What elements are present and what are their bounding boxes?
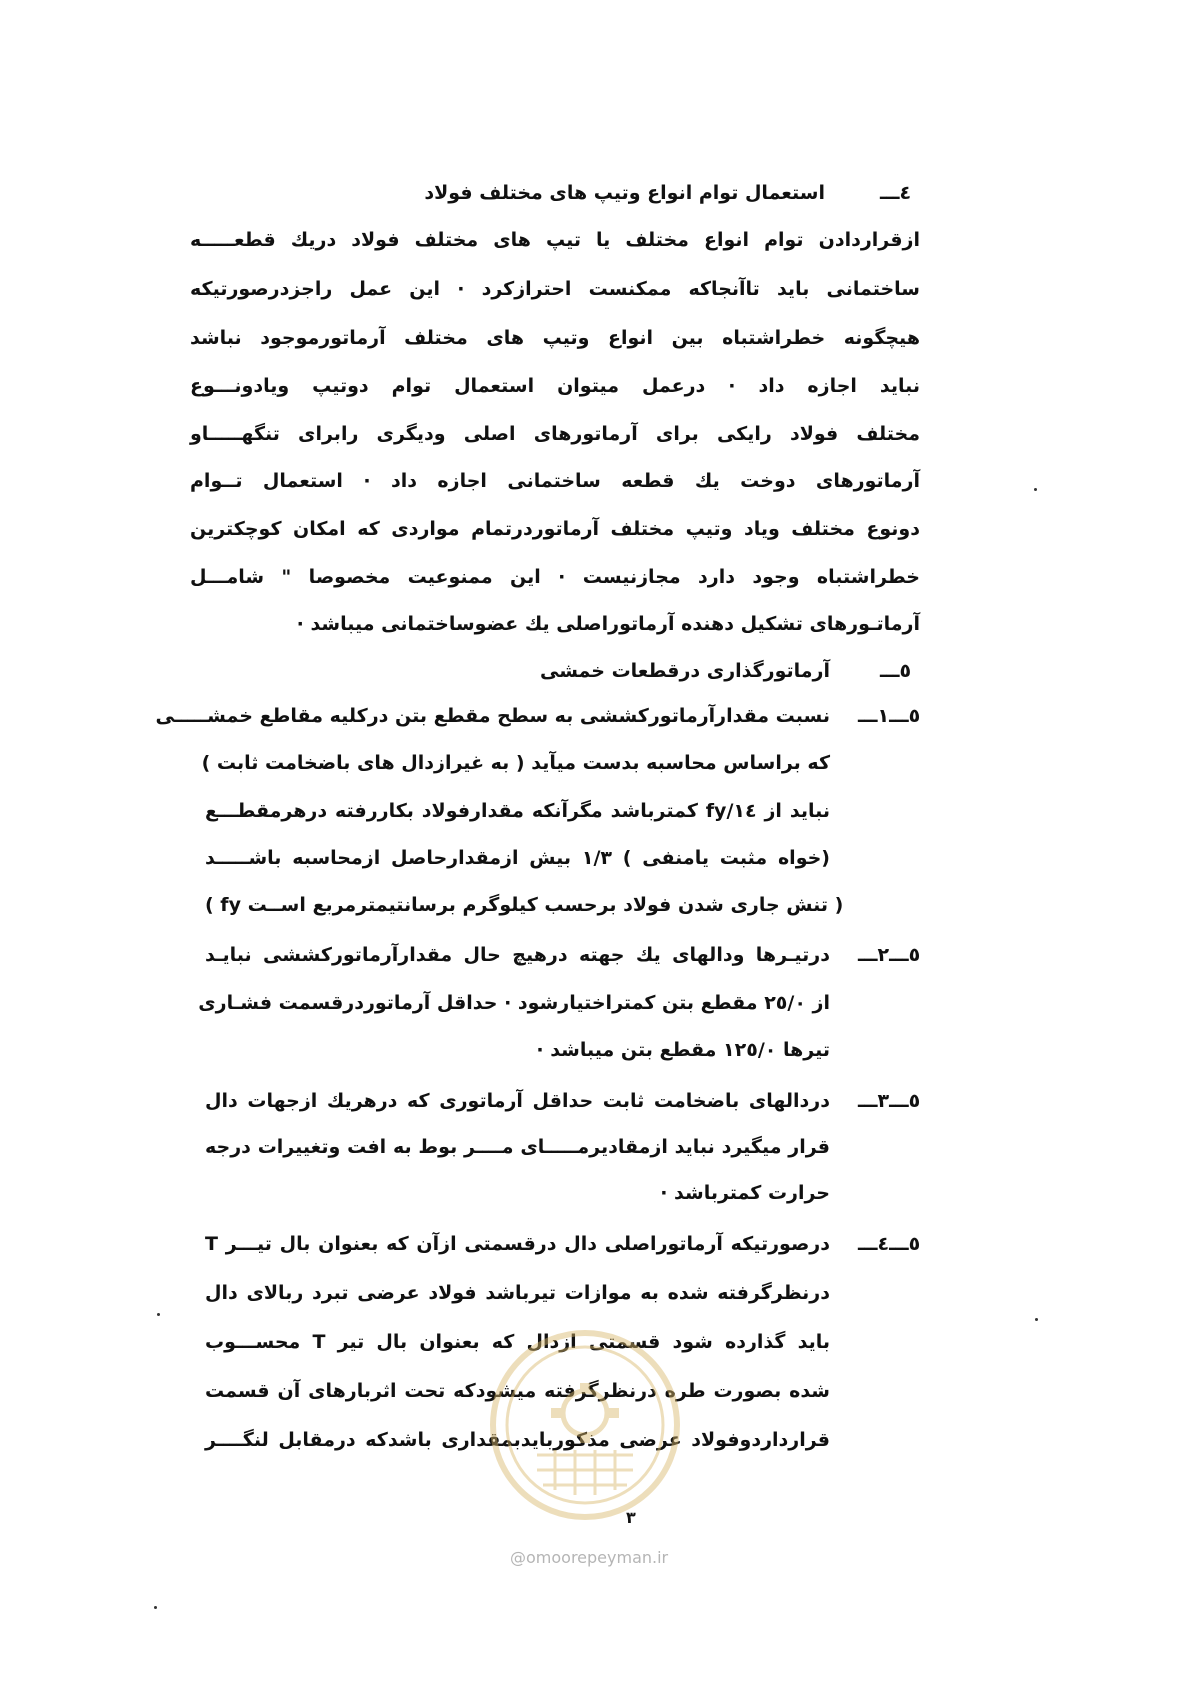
body-line: قرار میگیرد نباید ازمقادیرمـــــای مــــر بوط به افت وتغییرات درجه — [205, 1136, 830, 1158]
body-line: (خواه مثبت یامنفی ) ١/٣ بیش ازمقدارحاصل ازمحاسبه باشـــــد — [205, 847, 830, 869]
body-line: ازقراردادن توام انواع مختلف یا تیپ های مختلف فولاد دریك قطعـــــه — [190, 229, 920, 251]
body-line: درتیـرها ودالهای یك جهته درهیچ حال مقدارآرماتورکششی نبایـد — [205, 944, 830, 966]
section-heading: استعمال توام انواع وتیپ های مختلف فولاد — [424, 182, 825, 204]
section-number: ٥ـــ٢ـــ — [858, 944, 921, 966]
body-line: شده بصورت طره درنظرگرفته میشودکه تحت اثربارهای آن قسمت — [205, 1380, 830, 1402]
body-line: نباید اجازه داد · درعمل میتوان استعمال توام دوتیپ ویادونـــوع — [190, 375, 920, 397]
body-line: ساختمانی باید تاآنجاکه ممکنست احترازکرد · این عمل راجزدرصورتیکه — [190, 278, 920, 300]
body-line: نسبت مقدارآرماتورکششی به سطح مقطع بتن درکلیه مقاطع خمشـــــی — [155, 705, 830, 727]
scan-speck — [1034, 488, 1037, 491]
body-line: تیرها ١٢٥/٠ مقطع بتن میباشد · — [536, 1039, 830, 1061]
section-number: ٥ـــ٤ـــ — [858, 1233, 921, 1255]
page-number: ٣ — [626, 1508, 636, 1527]
section-heading: آرماتورگذاری درقطعات خمشی — [539, 660, 830, 682]
scan-speck — [157, 1313, 160, 1316]
section-number: ٥ـــ١ـــ — [858, 705, 921, 727]
body-line: دونوع مختلف ویاد وتیپ مختلف آرماتوردرتمام مواردی که امکان کوچکترین — [190, 518, 920, 540]
body-line: خطراشتباه وجود دارد مجازنیست · این ممنوعیت مخصوصا " شامـــل — [190, 566, 920, 588]
body-line: آرماتـورهای تشکیل دهنده آرماتوراصلی یك عضوساختمانی میباشد · — [296, 613, 920, 635]
body-line: از ٢٥/٠ مقطع بتن کمتراختیارشود · حداقل آرماتوردرقسمت فشـاری — [198, 992, 830, 1014]
body-line: آرماتورهای دوخت یك قطعه ساختمانی اجازه داد · استعمال تــوام — [190, 470, 920, 492]
body-line: نباید از ١٤/fy کمترباشد مگرآنکه مقدارفولاد بکاررفته درهرمقطـــع — [205, 800, 830, 822]
section-number: ٥ـــ — [880, 660, 912, 682]
body-line: مختلف فولاد رایکی برای آرماتورهای اصلی ودیگری رابرای تنگهـــــاو — [190, 423, 920, 445]
watermark-site: @omoorepeyman.ir — [510, 1548, 669, 1567]
body-line: قرارداردوفولاد عرضی مذکوربایدبمقداری باشدکه درمقابل لنگــــر — [205, 1429, 830, 1451]
body-line: هیچگونه خطراشتباه بین انواع وتیپ های مختلف آرماتورموجود نباشد — [190, 327, 920, 349]
body-line: ( fy تنش جاری شدن فولاد برحسب کیلوگرم برسانتیمترمربع اســت ) — [205, 894, 844, 916]
section-number: ٤ـــ — [880, 182, 912, 204]
scan-speck — [154, 1606, 157, 1609]
body-line: حرارت کمترباشد · — [660, 1182, 830, 1204]
body-line: درنظرگرفته شده به موازات تیرباشد فولاد عرضی تبرد ربالای دال — [205, 1282, 830, 1304]
body-line: که براساس محاسبه بدست میآید ( به غیرازدال های باضخامت ثابت ) — [201, 752, 830, 774]
body-line: باید گذارده شود قسمتی ازدال که بعنوان بال تیر T محســـوب — [205, 1331, 830, 1353]
body-line: درصورتیکه آرماتوراصلی دال درقسمتی ازآن که بعنوان بال تیـــر T — [205, 1233, 830, 1255]
section-number: ٥ـــ٣ـــ — [858, 1090, 921, 1112]
scan-speck — [1035, 1318, 1038, 1321]
body-line: دردالهای باضخامت ثابت حداقل آرماتوری که درهریك ازجهات دال — [205, 1090, 830, 1112]
watermark-logo — [485, 1325, 685, 1525]
